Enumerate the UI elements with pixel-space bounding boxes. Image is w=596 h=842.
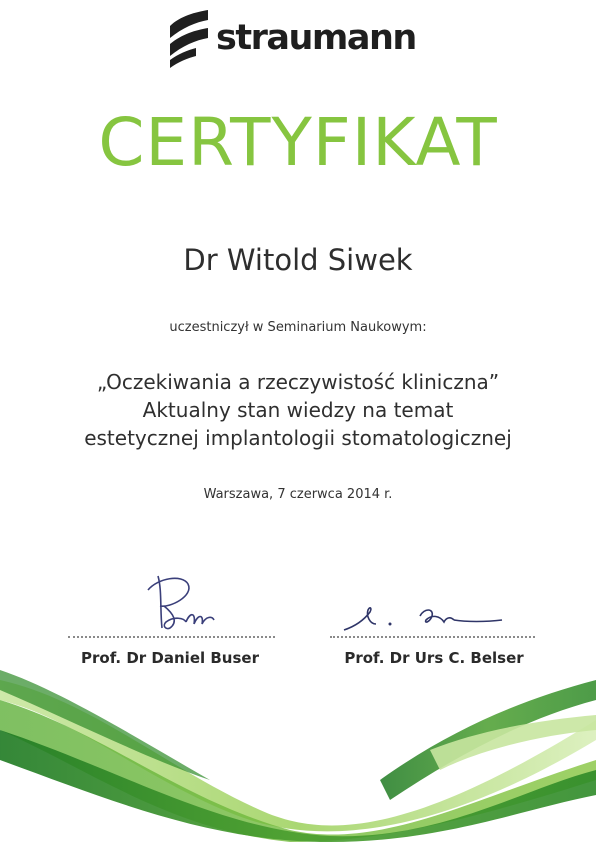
straumann-logo-icon — [168, 8, 212, 68]
straumann-logo — [168, 8, 438, 72]
topic-line-1: „Oczekiwania a rzeczywistość kliniczna” — [96, 370, 500, 394]
recipient-name: Dr Witold Siwek — [183, 243, 413, 277]
signature-line-2 — [330, 636, 535, 638]
signature-buser — [140, 570, 240, 636]
signature-belser — [340, 598, 510, 638]
signatory-name-2: Prof. Dr Urs C. Belser — [344, 649, 524, 667]
topic-line-3: estetycznej implantologii stomatologicznej — [84, 426, 512, 450]
participation-text: uczestniczył w Seminarium Naukowym: — [169, 320, 427, 335]
topic-line-2: Aktualny stan wiedzy na temat — [142, 398, 454, 422]
decorative-green-waves — [0, 660, 596, 842]
brand-wordmark: straumann — [216, 18, 416, 58]
signatory-name-1: Prof. Dr Daniel Buser — [81, 649, 259, 667]
certificate-title: CERTYFIKAT — [98, 104, 498, 181]
seminar-topic — [0, 368, 596, 452]
signature-line-1 — [68, 636, 275, 638]
place-date: Warszawa, 7 czerwca 2014 r. — [203, 487, 393, 502]
